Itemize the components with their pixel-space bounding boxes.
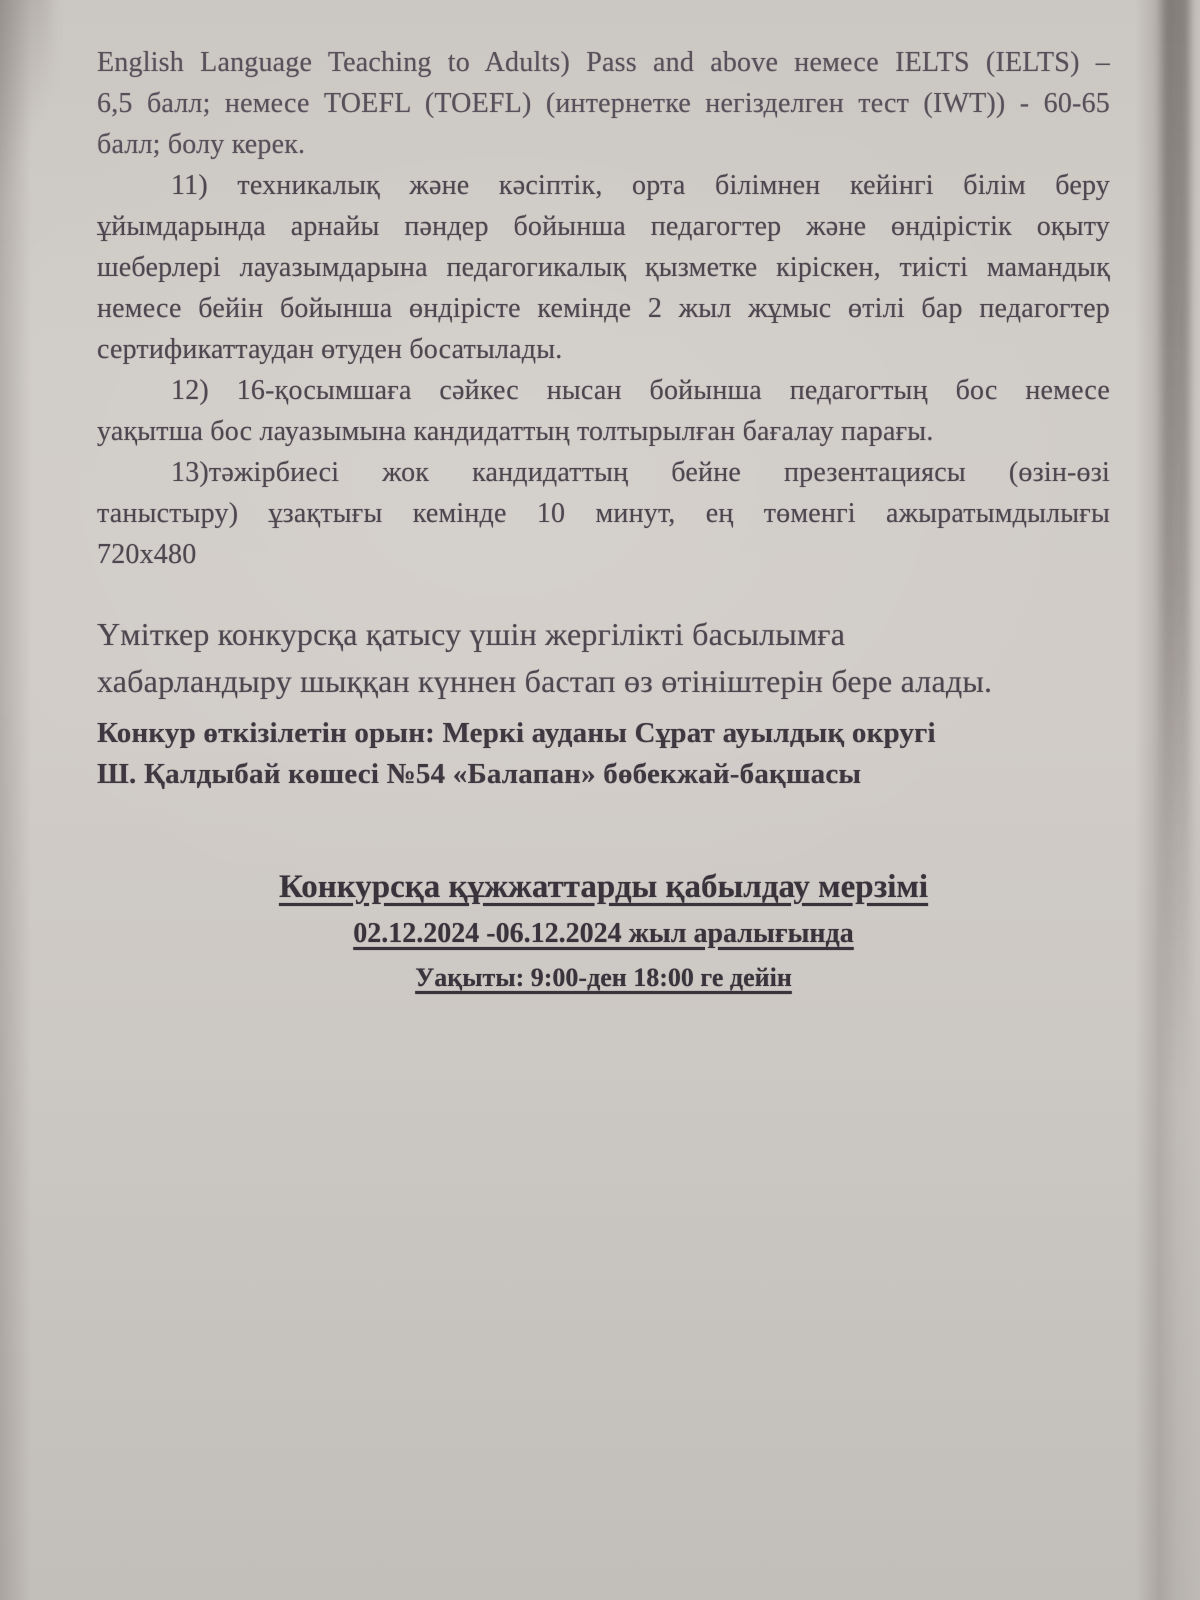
deadline-heading: Конкурсқа құжжаттарды қабылдау мерзімі xyxy=(278,869,929,905)
paragraph-announcement xyxy=(97,611,1110,705)
text-line: Үміткер конкурсқа қатысу үшін жергілікті басылымға xyxy=(97,616,846,652)
text-line: English Language Teaching to Adults) Pass and above немесе IELTS (IELTS) – xyxy=(97,47,1110,78)
text-line: 11) техникалық және кәсіптік, орта білімнен кейінгі білім беру xyxy=(171,170,1110,201)
venue-line-2: Ш. Қалдыбай көшесі №54 «Балапан» бөбекжай-бақшасы xyxy=(97,758,862,790)
text-line: 13)тәжірбиесі жок кандидаттың бейне презентациясы (өзін-өзі xyxy=(171,457,1110,488)
text-line: ұйымдарында арнайы пәндер бойынша педагогтер және өндірістік оқыту xyxy=(97,211,1110,242)
page-corner-shadow xyxy=(0,0,52,202)
paragraph-item-13 xyxy=(97,452,1110,575)
text-line: 720x480 xyxy=(97,539,197,570)
text-line: таныстыру) ұзақтығы кемінде 10 минут, ең төменгі ажыратымдылығы xyxy=(97,498,1110,529)
paragraph-item-12 xyxy=(97,370,1110,452)
text-line: хабарландыру шыққан күннен бастап өз өтініштерін бере алады. xyxy=(97,663,993,699)
document-text-block xyxy=(97,42,1110,996)
text-line: балл; болу керек. xyxy=(97,129,306,160)
text-line: шеберлері лауазымдарына педагогикалық қызметке кіріскен, тиісті мамандық xyxy=(97,252,1110,283)
text-line: 12) 16-қосымшаға сәйкес нысан бойынша педагогтың бос немесе xyxy=(171,375,1110,406)
page-edge-shadow xyxy=(1162,0,1190,1150)
text-line: уақытша бос лауазымына кандидаттың толтырылған бағалау парағы. xyxy=(97,416,934,447)
text-line: сертификаттаудан өтуден босатылады. xyxy=(97,334,563,365)
paragraph-item-11 xyxy=(97,165,1110,370)
deadline-block xyxy=(97,865,1110,996)
deadline-dates: 02.12.2024 -06.12.2024 жыл аралығында xyxy=(353,918,854,949)
text-line: 6,5 балл; немесе TOEFL (TOEFL) (интернетке негізделген тест (IWT)) - 60-65 xyxy=(97,88,1110,119)
venue-block xyxy=(97,713,1110,795)
deadline-time: Уақыты: 9:00-ден 18:00 ге дейін xyxy=(415,963,792,992)
text-line: немесе бейін бойынша өндірісте кемінде 2 жыл жұмыс өтілі бар педагогтер xyxy=(97,293,1110,324)
paragraph-intro xyxy=(97,42,1110,165)
venue-line-1: Конкур өткізілетін орын: Меркі ауданы Сұрат ауылдық округі xyxy=(97,717,936,749)
